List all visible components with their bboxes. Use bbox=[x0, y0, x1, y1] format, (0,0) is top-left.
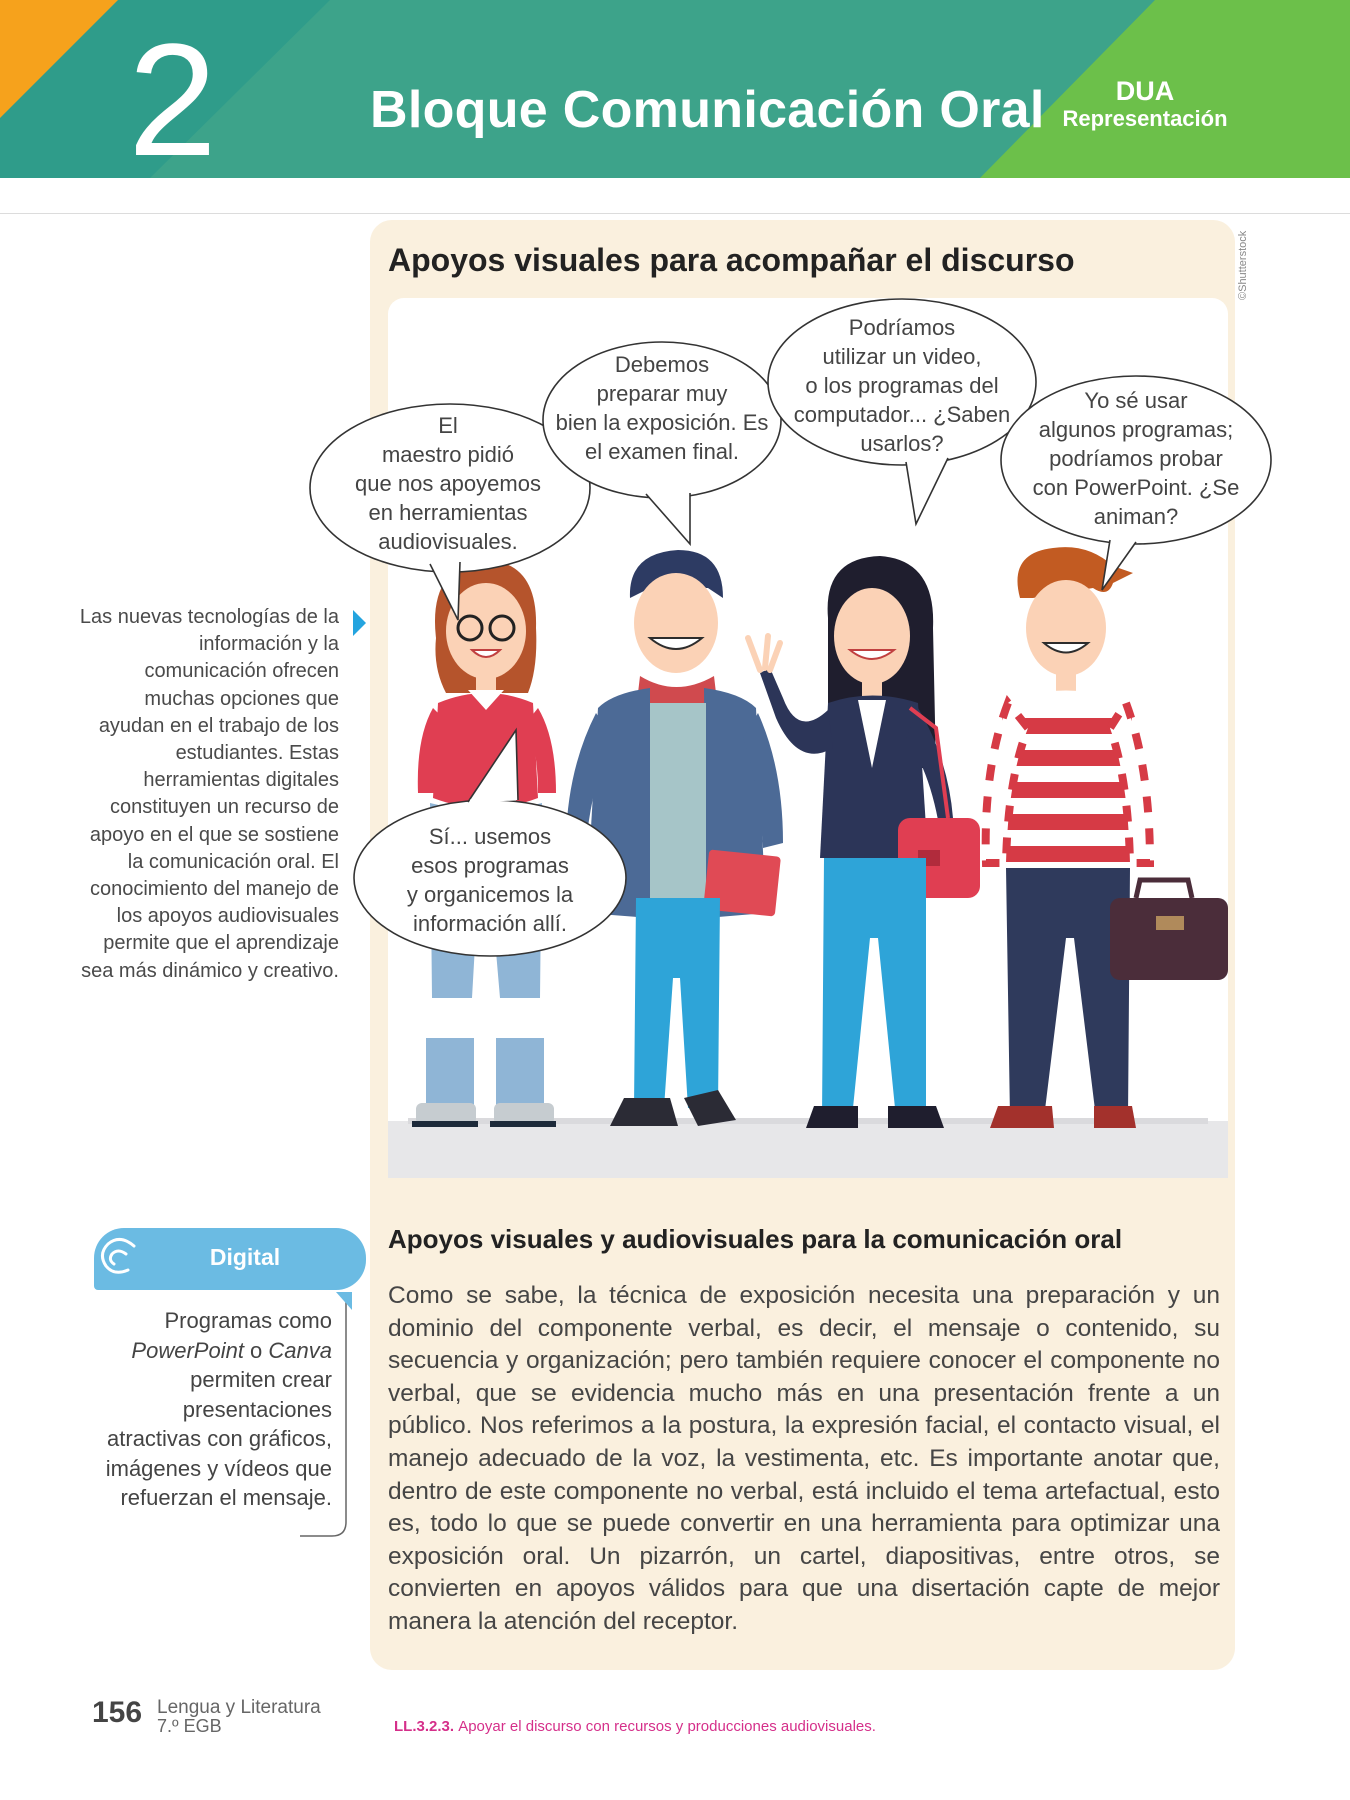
bubble-line: El bbox=[438, 413, 458, 438]
section-heading: Apoyos visuales y audiovisuales para la comunicación oral bbox=[388, 1224, 1123, 1254]
bubble-line: Podríamos bbox=[848, 315, 956, 340]
bubble-line: en herramientas bbox=[368, 500, 528, 525]
header-banner bbox=[0, 0, 1350, 189]
bubble-line: algunos programas; bbox=[1038, 417, 1234, 442]
bubble-line: o los programas del bbox=[805, 373, 999, 398]
speech-bubble-teacher bbox=[348, 411, 548, 556]
app-canva: Canva bbox=[268, 1337, 332, 1363]
grade-level: 7.º EGB bbox=[157, 1716, 222, 1736]
bubble-line: Sí... usemos bbox=[428, 824, 552, 849]
header-divider bbox=[0, 213, 1350, 214]
subject-name: Lengua y Literatura bbox=[157, 1697, 321, 1718]
unit-number: 2 bbox=[128, 10, 217, 189]
dua-sublabel: Representación bbox=[1062, 106, 1228, 131]
bubble-line: podríamos probar bbox=[1049, 446, 1223, 471]
unit-title: Bloque Comunicación Oral bbox=[370, 81, 1045, 139]
speech-bubble-video bbox=[792, 313, 1012, 458]
skill-code: LL.3.2.3. bbox=[394, 1718, 455, 1735]
side-note: Las nuevas tecnologías de la información y la comunicación ofrecen muchas opciones que ayudan en el trabajo de los estudiantes. Estas herramientas digitales constituyen un recurso de apoyo en el que se sostiene la comunicación oral. El conocimiento del manejo de los apoyos audiovisuales permite que el aprendizaje sea más dinámico y creativo. bbox=[79, 606, 339, 982]
pointer-arrow-icon bbox=[353, 610, 366, 636]
bubble-line: y organicemos la bbox=[406, 882, 574, 907]
dua-label: DUA bbox=[1115, 76, 1175, 106]
body-paragraph: Como se sabe, la técnica de exposición necesita una preparación y un dominio del componente verbal, es decir, el mensaje o contenido, su secuencia y organización; pero también requiere conocer el componente no verbal, que se evidencia mucho más en una presentación frente a un público. Nos referimos a la postura, la expresión facial, el contacto visual, el manejo adecuado de la voz, la vestimenta, etc. Es importante anotar que, dentro de este componente no verbal, está incluido el tema artefactual, esto es, todo lo que se puede convertir en una herramienta para optimizar una exposición oral. Un pizarrón, un cartel, diapositivas, entre otros, se convierten en apoyos válidos para que una disertación capte de mejor manera la atención del receptor. bbox=[388, 1282, 1220, 1635]
digital-text bbox=[94, 1306, 332, 1513]
panel-title: Apoyos visuales para acompañar el discurso bbox=[388, 242, 1075, 278]
image-credit: ©Shutterstock bbox=[1237, 230, 1249, 300]
speech-bubble-organize bbox=[380, 822, 600, 938]
bubble-line: maestro pidió bbox=[381, 442, 515, 467]
digital-text-end: permiten crear presentaciones atractivas con gráficos, imágenes y vídeos que refuerzan el mensaje. bbox=[105, 1367, 332, 1510]
bubble-line: utilizar un video, bbox=[822, 344, 982, 369]
speech-bubble-exam bbox=[552, 350, 772, 466]
skill-reference bbox=[394, 1717, 876, 1737]
dua-tag bbox=[1050, 76, 1240, 132]
digital-swirl-icon bbox=[96, 1234, 142, 1284]
bubble-line: que nos apoyemos bbox=[355, 471, 541, 496]
skill-text: Apoyar el discurso con recursos y producciones audiovisuales. bbox=[458, 1718, 876, 1735]
bubble-line: información allí. bbox=[412, 911, 568, 936]
bubble-line: el examen final. bbox=[584, 439, 740, 464]
digital-conj: o bbox=[243, 1337, 269, 1363]
bubble-line: bien la exposición. Es bbox=[555, 410, 769, 435]
bubble-line: computador... ¿Saben bbox=[793, 402, 1011, 427]
digital-box-border bbox=[300, 1292, 352, 1542]
bubble-line: Debemos bbox=[614, 352, 710, 377]
bubble-line: preparar muy bbox=[596, 381, 728, 406]
speech-bubble-powerpoint bbox=[1026, 386, 1246, 531]
bubble-line: esos programas bbox=[411, 853, 569, 878]
student-boy-striped bbox=[986, 547, 1228, 1128]
bubble-line: con PowerPoint. ¿Se bbox=[1032, 475, 1240, 500]
digital-text-start: Programas como bbox=[164, 1308, 332, 1333]
bubble-line: audiovisuales. bbox=[378, 529, 518, 554]
page-number: 156 bbox=[92, 1696, 143, 1729]
bubble-line: animan? bbox=[1093, 504, 1179, 529]
digital-label: Digital bbox=[209, 1244, 281, 1270]
bubble-line: usarlos? bbox=[860, 431, 944, 456]
bubble-line: Yo sé usar bbox=[1084, 388, 1188, 413]
students-illustration bbox=[355, 298, 1240, 1178]
app-powerpoint: PowerPoint bbox=[131, 1337, 244, 1363]
